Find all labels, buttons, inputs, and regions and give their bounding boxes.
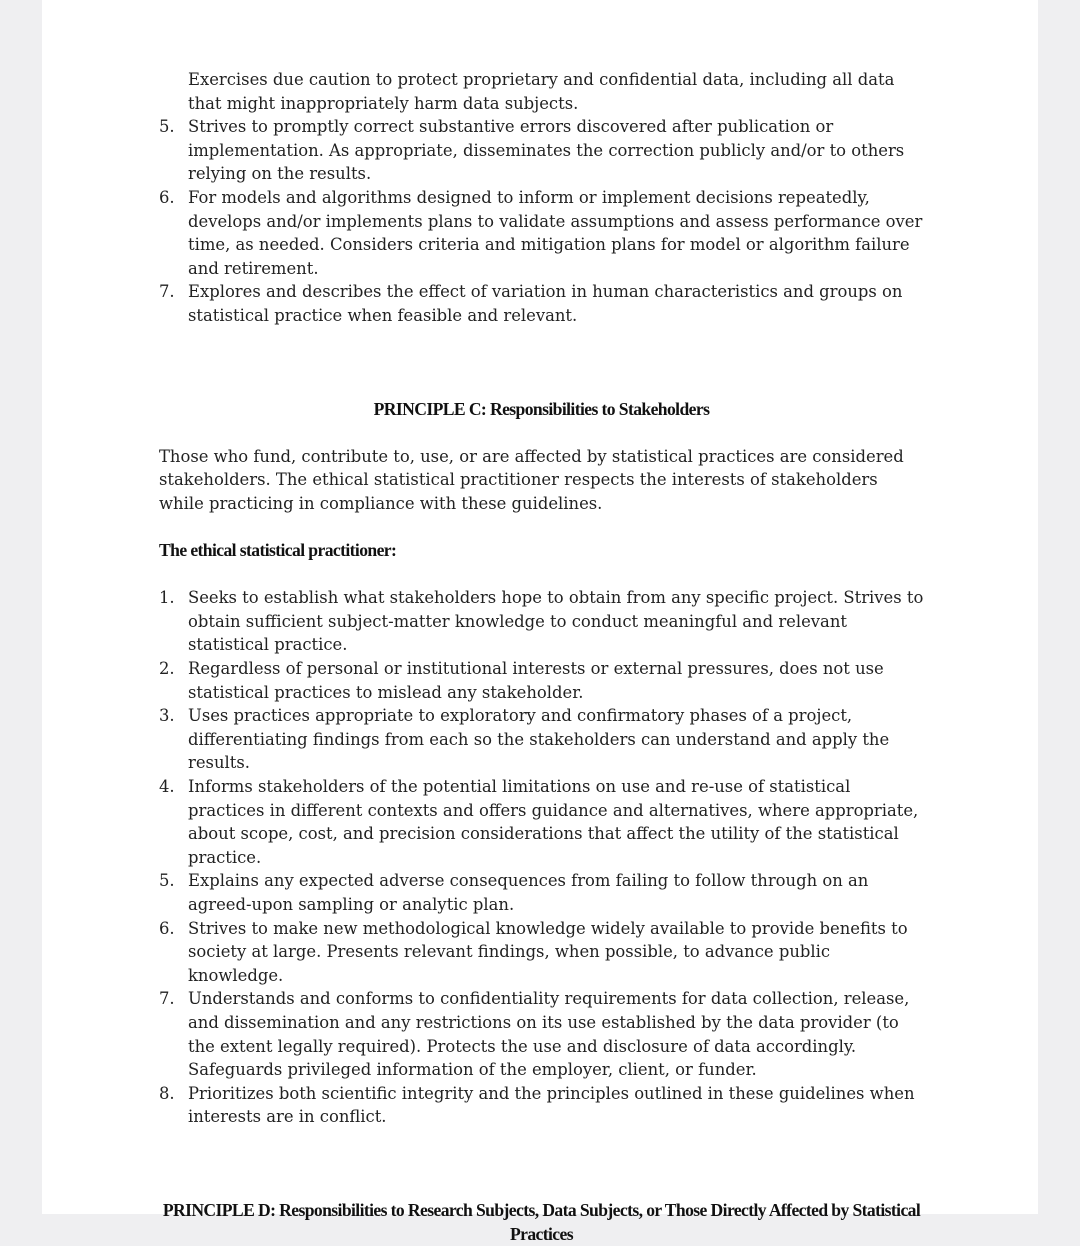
list-item-number: 8. <box>159 1083 175 1103</box>
list-item-number: 1. <box>159 588 175 608</box>
list-item-number: 5. <box>159 871 175 891</box>
list-item-number: 6. <box>159 918 175 938</box>
principle-d-heading: PRINCIPLE D: Responsibilities to Research Subjects, Data Subjects, or Those Directly Affected by Statistical Practices <box>162 1199 921 1244</box>
list-item <box>159 917 924 988</box>
list-item-text: Informs stakeholders of the potential limitations on use and re-use of statistical practices in different contexts and offers guidance and alternatives, where appropriate, about scope, cost, and precision considerations that affect the utility of the statistical practice. <box>188 777 919 867</box>
list-item-text: Strives to make new methodological knowledge widely available to provide benefits to society at large. Presents relevant findings, when possible, to advance public knowledge. <box>188 918 908 985</box>
list-item-text: Explains any expected adverse consequences from failing to follow through on an agreed-upon sampling or analytic plan. <box>188 871 869 914</box>
list-item-text: For models and algorithms designed to inform or implement decisions repeatedly, develops and/or implements plans to validate assumptions and assess performance over time, as needed. Considers criteria and mitigation plans for model or algorithm failure and retirement. <box>188 187 923 278</box>
principle-c-intro: Those who fund, contribute to, use, or are affected by statistical practices are considered stakeholders. The ethical statistical practitioner respects the interests of stakeholders while practicing in compliance with these guidelines. <box>159 446 904 513</box>
list-item <box>159 704 924 775</box>
list-item <box>159 115 924 186</box>
document-page <box>42 0 1038 1244</box>
list-item <box>159 586 924 657</box>
list-item-number: 7. <box>159 282 175 302</box>
list-item-text: Prioritizes both scientific integrity and the principles outlined in these guidelines when interests are in conflict. <box>188 1083 915 1127</box>
list-item-number: 2. <box>159 659 175 679</box>
list-item <box>159 186 924 280</box>
list-item <box>159 657 924 704</box>
list-item-text: Seeks to establish what stakeholders hope to obtain from any specific project. Strives to obtain sufficient subject-matter knowledge to conduct meaningful and relevant statistical practice. <box>188 588 924 655</box>
list-item <box>159 869 924 916</box>
document-content <box>159 68 924 1246</box>
list-item-text: Explores and describes the effect of variation in human characteristics and groups on statistical practice when feasible and relevant. <box>188 282 903 325</box>
list-item-number: 7. <box>159 989 175 1009</box>
list-item-text: Understands and conforms to confidentiality requirements for data collection, release, and dissemination and any restrictions on its use established by the data provider (to the extent legally required). Protects the use and disclosure of data accordingly. Safeguards privileged information of the employer, client, or funder. <box>188 989 910 1080</box>
principle-b-list <box>159 115 924 327</box>
continuation-paragraph: Exercises due caution to protect proprietary and confidential data, including all data that might inappropriately harm data subjects. <box>188 70 895 113</box>
principle-c-list <box>159 586 924 1129</box>
list-item <box>159 1082 924 1129</box>
list-item <box>159 280 924 327</box>
list-item-text: Uses practices appropriate to exploratory and confirmatory phases of a project, differentiating findings from each so the stakeholders can understand and apply the results. <box>188 706 890 773</box>
list-item <box>159 987 924 1081</box>
list-item <box>159 775 924 869</box>
list-item-number: 3. <box>159 706 175 726</box>
list-item-text: Regardless of personal or institutional interests or external pressures, does not use statistical practices to mislead any stakeholder. <box>188 659 884 702</box>
list-item-number: 6. <box>159 187 175 207</box>
principle-c-heading: PRINCIPLE C: Responsibilities to Stakeholders <box>373 398 710 419</box>
principle-c-subheading: The ethical statistical practitioner: <box>159 540 397 561</box>
list-item-text: Strives to promptly correct substantive errors discovered after publication or implementation. As appropriate, disseminates the correction publicly and/or to others relying on the results. <box>188 117 905 184</box>
list-item-number: 5. <box>159 117 175 137</box>
list-item-number: 4. <box>159 777 175 797</box>
